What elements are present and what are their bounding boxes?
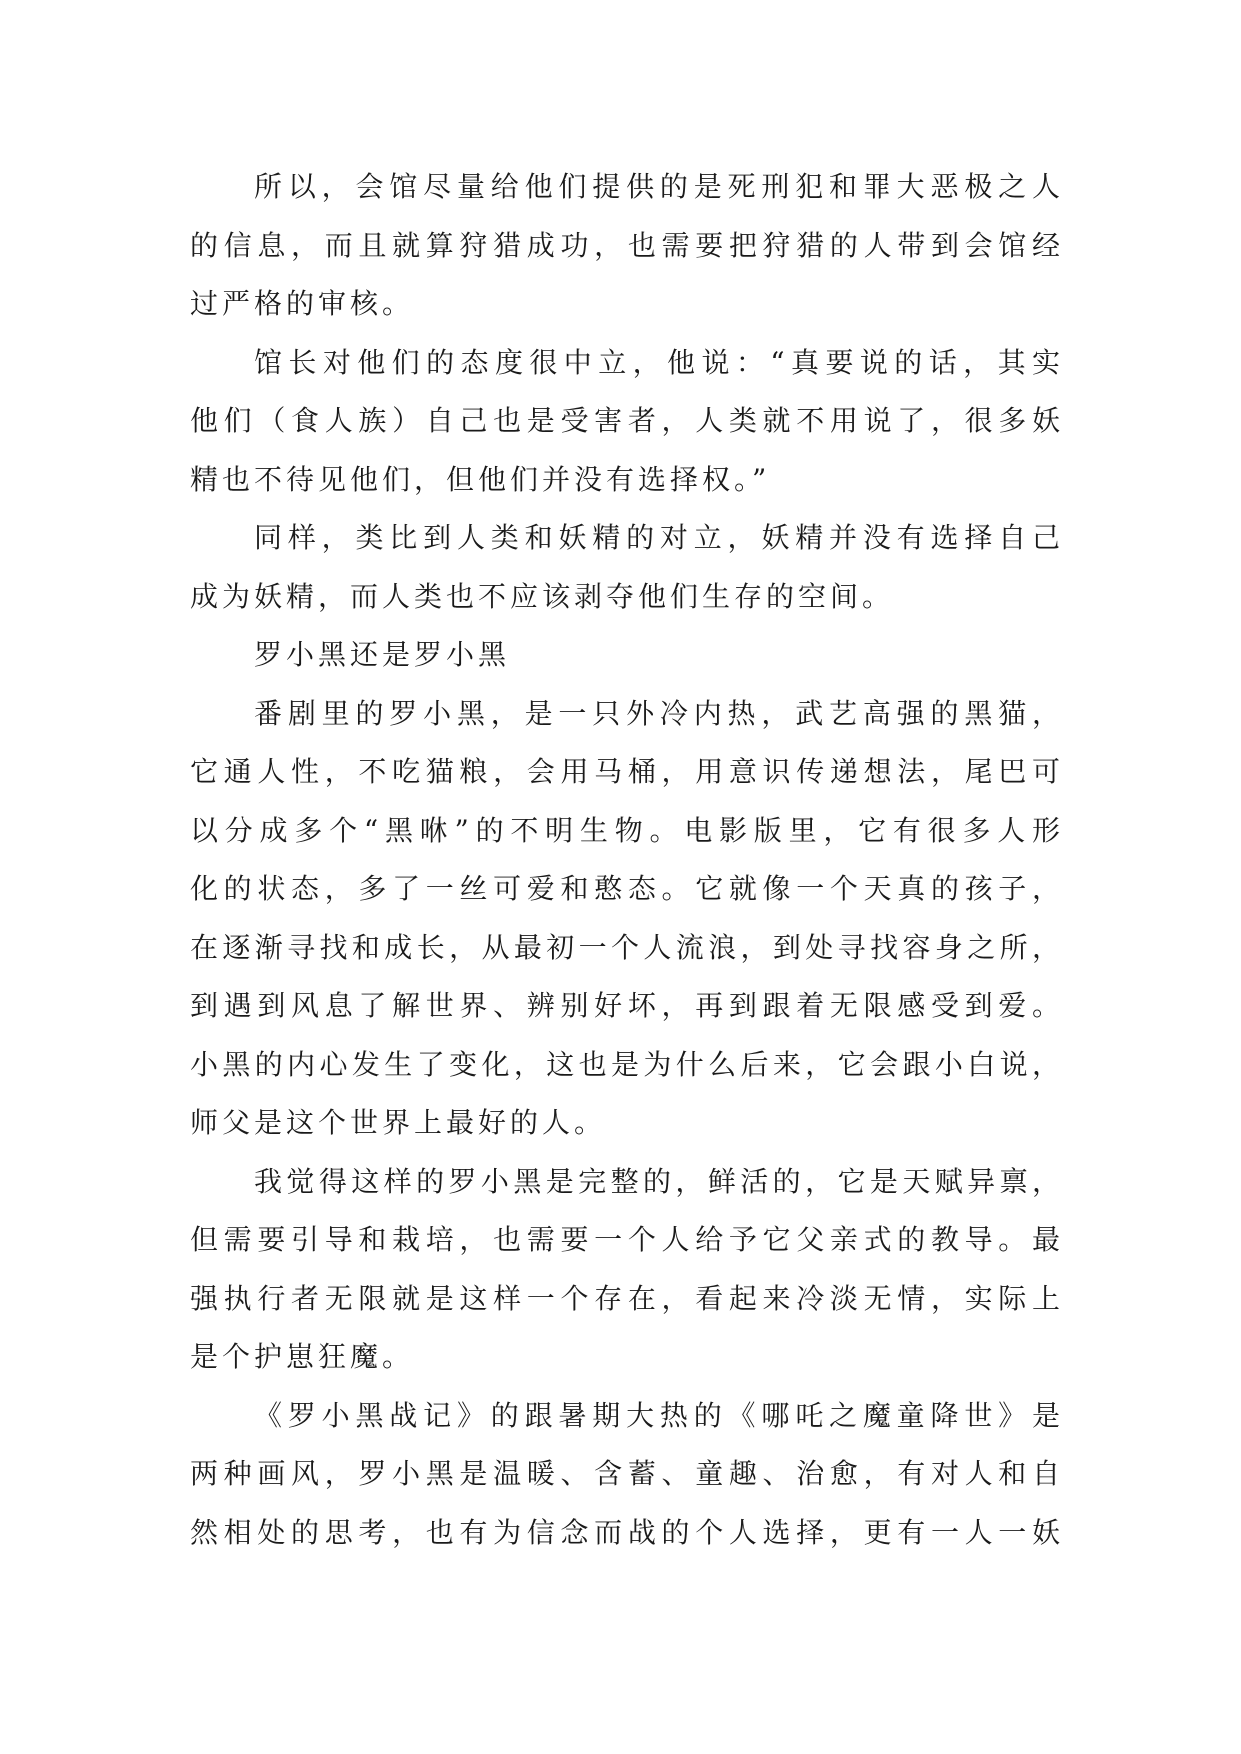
text-line: 精也不待见他们，但他们并没有选择权。”	[190, 462, 771, 496]
text-line: 以分成多个“黑咻”的不明生物。电影版里，它有很多人形	[190, 813, 1060, 847]
text-line: 在逐渐寻找和成长，从最初一个人流浪，到处寻找容身之所，	[190, 930, 1060, 964]
text-line: 所以，会馆尽量给他们提供的是死刑犯和罪大恶极之人	[254, 170, 1060, 203]
text-line: 同样，类比到人类和妖精的对立，妖精并没有选择自己	[254, 521, 1060, 554]
text-line: 他们（食人族）自己也是受害者，人类就不用说了，很多妖	[190, 404, 1060, 437]
text-line: 小黑的内心发生了变化，这也是为什么后来，它会跟小白说，	[190, 1047, 1060, 1081]
text-line: 然相处的思考，也有为信念而战的个人选择，更有一人一妖	[190, 1515, 1060, 1549]
text-line: 馆长对他们的态度很中立，他说：“真要说的话，其实	[254, 345, 1060, 379]
text-line: 是个护崽狂魔。	[190, 1340, 415, 1373]
text-line: 师父是这个世界上最好的人。	[190, 1106, 607, 1139]
text-line: 它通人性，不吃猫粮，会用马桶，用意识传递想法，尾巴可	[190, 755, 1060, 788]
text-line: 成为妖精，而人类也不应该剥夺他们生存的空间。	[190, 579, 895, 613]
text-line: 两种画风，罗小黑是温暖、含蓄、童趣、治愈，有对人和自	[190, 1457, 1060, 1490]
text-line: 过严格的审核。	[190, 287, 415, 320]
text-line: 罗小黑还是罗小黑	[254, 638, 511, 671]
text-line: 但需要引导和栽培，也需要一个人给予它父亲式的教导。最	[190, 1223, 1060, 1256]
text-line: 番剧里的罗小黑，是一只外冷内热，武艺高强的黑猫，	[254, 696, 1060, 730]
text-line: 我觉得这样的罗小黑是完整的，鲜活的，它是天赋异禀，	[254, 1164, 1060, 1198]
text-line: 强执行者无限就是这样一个存在，看起来冷淡无情，实际上	[190, 1281, 1060, 1315]
text-line: 的信息，而且就算狩猎成功，也需要把狩猎的人带到会馆经	[190, 228, 1060, 262]
text-line: 《罗小黑战记》的跟暑期大热的《哪吒之魔童降世》是	[254, 1398, 1060, 1432]
document-body	[190, 158, 1060, 1562]
text-line: 到遇到风息了解世界、辨别好坏，再到跟着无限感受到爱。	[190, 989, 1060, 1022]
text-line: 化的状态，多了一丝可爱和憨态。它就像一个天真的孩子，	[190, 872, 1060, 905]
